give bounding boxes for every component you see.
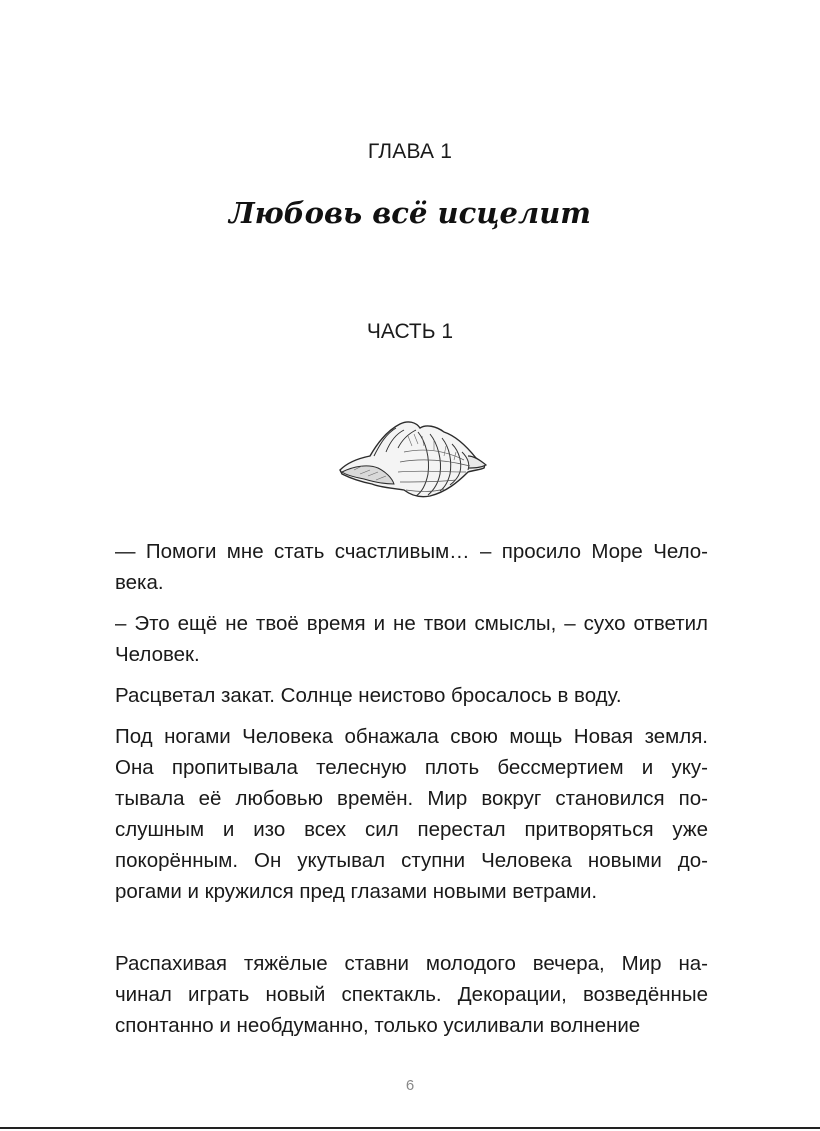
page-number: 6 <box>405 1077 415 1094</box>
chapter-title: Любовь всё исцелит <box>229 196 591 230</box>
text-line: слушным и изо всех сил перестал притворяться уже <box>115 818 708 841</box>
text-line: — Помоги мне стать счастливым… – просило Море Чело- <box>115 540 708 563</box>
text-line: рогами и кружился пред глазами новыми ветрами. <box>115 880 598 903</box>
chapter-label: ГЛАВА 1 <box>367 140 453 163</box>
text-line: – Это ещё не твоё время и не твои смыслы, – сухо ответил <box>115 612 708 635</box>
paragraph <box>115 536 708 598</box>
paragraph <box>115 948 708 1041</box>
bottom-rule <box>0 1127 820 1129</box>
text-line: Распахивая тяжёлые ставни молодого вечера, Мир на- <box>115 952 708 975</box>
text-line: покорённым. Он укутывал ступни Человека новыми до- <box>115 849 708 872</box>
paragraph <box>115 721 708 907</box>
body-text <box>115 536 708 1051</box>
paragraph <box>115 680 708 711</box>
text-line: Человек. <box>115 643 200 666</box>
text-line: Расцветал закат. Солнце неистово бросалось в воду. <box>115 684 622 707</box>
seashell-icon <box>334 412 490 504</box>
text-line: спонтанно и необдуманно, только усиливали волнение <box>115 1014 641 1037</box>
text-line: Она пропитывала телесную плоть бессмертием и уку- <box>115 756 708 779</box>
part-label: ЧАСТЬ 1 <box>366 320 454 343</box>
section-gap <box>115 917 708 948</box>
text-line: века. <box>115 571 164 594</box>
text-line: чинал играть новый спектакль. Декорации, возведённые <box>115 983 708 1006</box>
text-line: тывала её любовью времён. Мир вокруг становился по- <box>115 787 708 810</box>
text-line: Под ногами Человека обнажала свою мощь Новая земля. <box>115 725 708 748</box>
paragraph <box>115 608 708 670</box>
